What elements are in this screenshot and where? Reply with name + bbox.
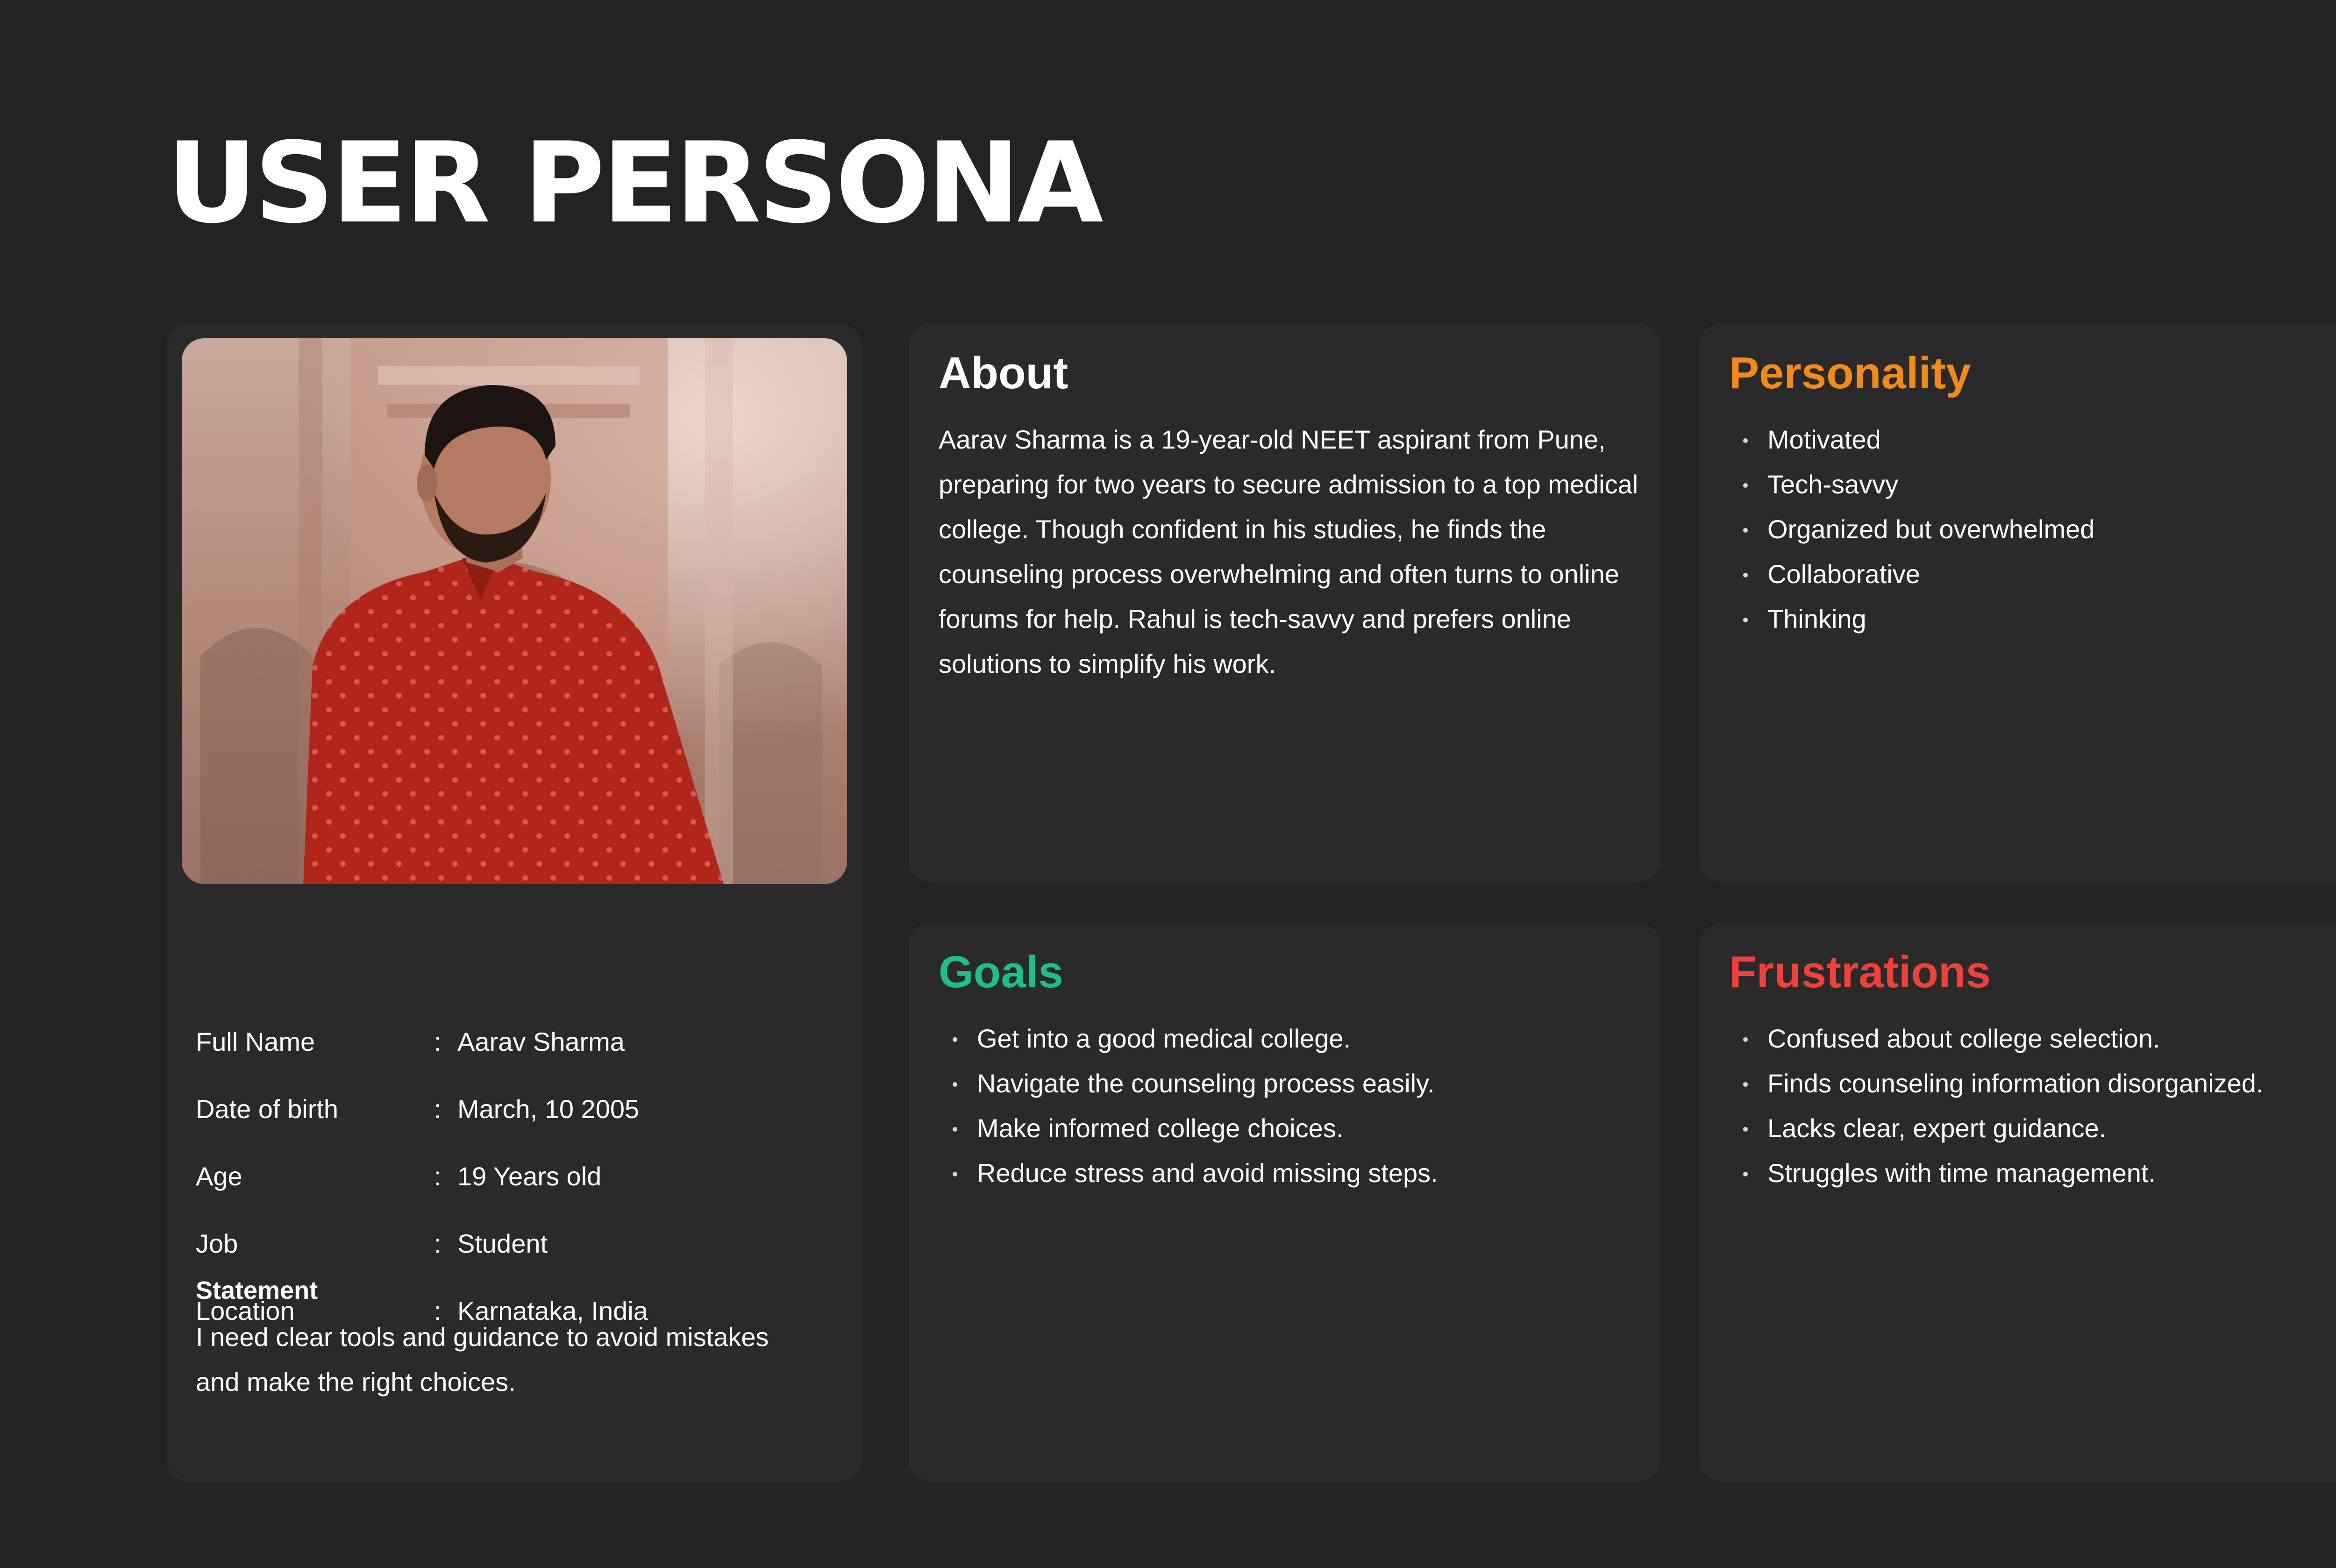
age-label: Age bbox=[196, 1162, 242, 1191]
list-item: Motivated bbox=[1729, 417, 2094, 462]
list-item: Collaborative bbox=[1729, 552, 2094, 597]
full-name-label: Full Name bbox=[196, 1027, 315, 1056]
frustrations-list bbox=[1729, 1016, 2263, 1196]
about-text: Aarav Sharma is a 19-year-old NEET aspirant from Pune, preparing for two years to secure admission to a top medical college. Though confident in his studies, he finds the counseling process overwhelming and often turns to online forums for help. Rahul is tech-savvy and prefers online solutions to simplify his work. bbox=[939, 425, 1638, 678]
frustrations-card bbox=[1699, 923, 2336, 1482]
separator: : bbox=[434, 1162, 442, 1191]
list-item: Get into a good medical college. bbox=[939, 1016, 1438, 1061]
separator: : bbox=[434, 1094, 442, 1124]
statement-label: Statement bbox=[196, 1276, 318, 1304]
persona-photo bbox=[182, 338, 847, 884]
goals-title: Goals bbox=[939, 947, 1063, 997]
date-of-birth-label: Date of birth bbox=[196, 1094, 339, 1124]
list-item: Navigate the counseling process easily. bbox=[939, 1061, 1438, 1106]
about-title: About bbox=[939, 348, 1068, 398]
date-of-birth-value: March, 10 2005 bbox=[457, 1094, 640, 1124]
separator: : bbox=[434, 1296, 442, 1326]
job-value: Student bbox=[457, 1229, 548, 1258]
info-row-date-of-birth bbox=[196, 1088, 840, 1130]
location-value: Karnataka, India bbox=[457, 1296, 648, 1326]
goals-list bbox=[939, 1016, 1438, 1196]
list-item: Confused about college selection. bbox=[1729, 1016, 2263, 1061]
statement-text: I need clear tools and guidance to avoid mistakes and make the right choices. bbox=[196, 1322, 769, 1397]
goals-card bbox=[909, 923, 1660, 1482]
age-value: 19 Years old bbox=[457, 1162, 602, 1191]
separator: : bbox=[434, 1229, 442, 1258]
list-item: Thinking bbox=[1729, 597, 2094, 641]
list-item: Tech-savvy bbox=[1729, 462, 2094, 507]
info-row-job bbox=[196, 1223, 840, 1265]
separator: : bbox=[434, 1027, 442, 1056]
job-label: Job bbox=[196, 1229, 238, 1258]
list-item: Reduce stress and avoid missing steps. bbox=[939, 1151, 1438, 1196]
location-label: Location bbox=[196, 1296, 295, 1326]
page-title: USER PERSONA bbox=[167, 119, 1101, 248]
info-row-full-name bbox=[196, 1021, 840, 1063]
list-item: Finds counseling information disorganized. bbox=[1729, 1061, 2263, 1106]
list-item: Lacks clear, expert guidance. bbox=[1729, 1106, 2263, 1151]
about-card bbox=[909, 324, 1660, 883]
frustrations-title: Frustrations bbox=[1729, 947, 1991, 997]
personality-title: Personality bbox=[1729, 348, 1971, 398]
full-name-value: Aarav Sharma bbox=[457, 1027, 625, 1056]
list-item: Struggles with time management. bbox=[1729, 1151, 2263, 1196]
info-row-age bbox=[196, 1155, 840, 1197]
personality-list bbox=[1729, 417, 2094, 641]
list-item: Make informed college choices. bbox=[939, 1106, 1438, 1151]
personality-card bbox=[1699, 324, 2336, 883]
list-item: Organized but overwhelmed bbox=[1729, 507, 2094, 552]
